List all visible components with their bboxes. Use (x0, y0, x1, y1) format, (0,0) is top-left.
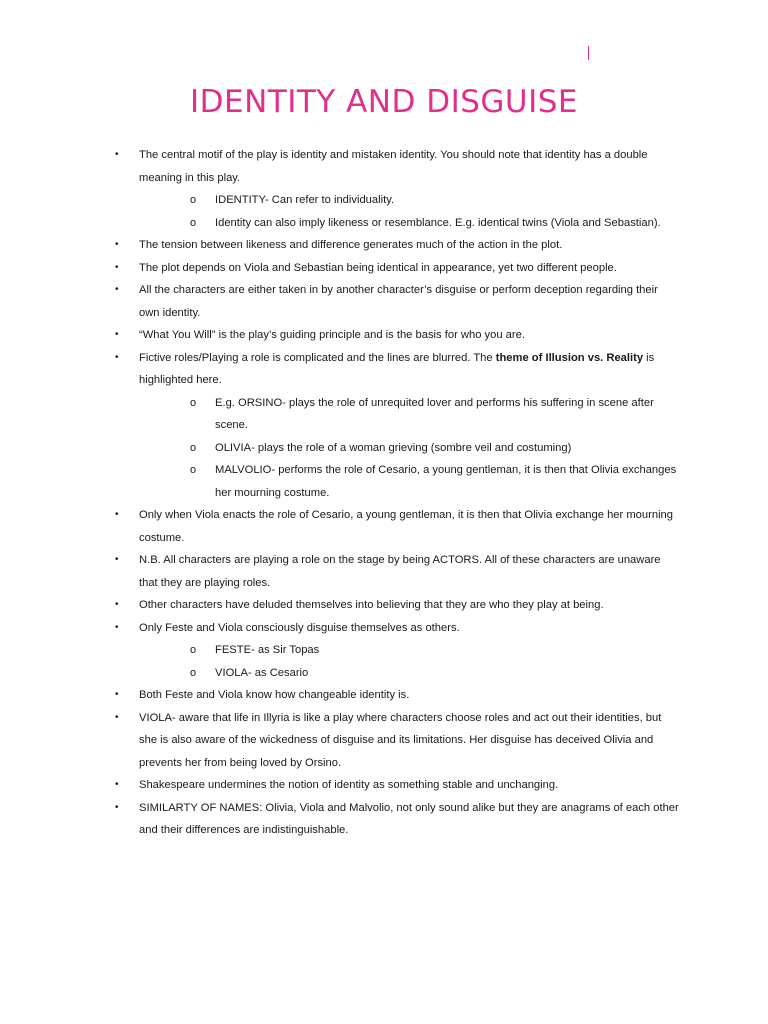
sub-list (139, 639, 680, 684)
sub-bullet-icon: o (190, 666, 197, 679)
sub-item-text: FESTE- as Sir Topas (215, 644, 320, 656)
bullet-icon: • (115, 351, 119, 363)
list-item (110, 347, 680, 505)
list-item-text: Only Feste and Viola consciously disguise themselves as others. (139, 621, 460, 634)
sub-list (139, 392, 680, 505)
page-title: IDENTITY AND DISGUISE (189, 84, 579, 120)
list-item-text: The central motif of the play is identity and mistaken identity. You should note that identity has a double meaning in this play. (139, 149, 648, 184)
sub-item-text: Identity can also imply likeness or resemblance. E.g. identical twins (Viola and Sebastian). (215, 216, 661, 229)
sub-list-item (139, 212, 680, 235)
list-item-text: N.B. All characters are playing a role on the stage by being ACTORS. All of these characters are unaware that they are playing roles. (139, 554, 661, 589)
list-item (110, 234, 680, 257)
bullet-icon: • (115, 554, 119, 565)
bullet-icon: • (115, 599, 119, 610)
bullet-icon: • (115, 239, 119, 250)
sub-list-item (139, 189, 680, 212)
sub-list-item (139, 662, 680, 685)
bullet-icon: • (115, 284, 119, 295)
sub-bullet-icon: o (190, 216, 197, 229)
document-body (110, 144, 680, 842)
sub-item-text: OLIVIA- plays the role of a woman grieving (sombre veil and costuming) (215, 441, 572, 454)
sub-list-item (139, 437, 680, 460)
sub-bullet-icon: o (190, 396, 197, 409)
sub-list (139, 189, 680, 234)
list-item (110, 594, 680, 617)
list-item-text: The tension between likeness and difference generates much of the action in the plot. (139, 239, 563, 251)
sub-list-item (139, 459, 680, 504)
sub-bullet-icon: o (190, 644, 197, 656)
bullet-icon: • (115, 711, 119, 723)
list-item (110, 257, 680, 280)
list-item (110, 324, 680, 347)
theme-highlight: theme of Illusion vs. Reality (495, 351, 644, 364)
sub-item-text: E.g. ORSINO- plays the role of unrequited lover and performs his suffering in scene after scene. (215, 396, 654, 431)
bullet-icon: • (115, 689, 119, 700)
sub-bullet-icon: o (190, 464, 197, 476)
list-item (110, 549, 680, 594)
list-item (110, 504, 680, 549)
bullet-icon: • (115, 621, 119, 633)
list-item-text: All the characters are either taken in by another character’s disguise or perform deception regarding their own identity. (139, 284, 658, 319)
list-item (110, 144, 680, 234)
list-item (110, 684, 680, 707)
sub-bullet-icon: o (190, 194, 197, 206)
sub-list-item (139, 392, 680, 437)
bullet-icon: • (115, 509, 119, 520)
sub-item-text: MALVOLIO- performs the role of Cesario, a young gentleman, it is then that Olivia exchanges her mourning costume. (215, 464, 677, 499)
sub-bullet-icon: o (190, 441, 197, 454)
text-cursor (588, 46, 589, 60)
list-item (110, 797, 680, 842)
bullet-icon: • (115, 261, 119, 273)
list-item-text: SIMILARTY OF NAMES: Olivia, Viola and Malvolio, not only sound alike but they are anagrams of each other and their differences are indistinguishable. (139, 801, 679, 836)
sub-item-text: IDENTITY- Can refer to individuality. (215, 194, 395, 206)
sub-item-text: VIOLA- as Cesario (215, 666, 309, 679)
list-item-text: The plot depends on Viola and Sebastian being identical in appearance, yet two different people. (139, 261, 617, 274)
list-item-text: Other characters have deluded themselves into believing that they are who they play at being. (139, 599, 604, 611)
bullet-icon: • (115, 149, 119, 160)
list-item-text: VIOLA- aware that life in Illyria is like a play where characters choose roles and act out their identities, but she is also aware of the wickedness of disguise and its limitations. Her disguise has deceived Olivia and prevents her from being loved by Orsino. (139, 711, 662, 769)
list-item (110, 279, 680, 324)
bullet-icon: • (115, 329, 119, 340)
bullet-list (110, 144, 680, 842)
bullet-icon: • (115, 801, 119, 813)
list-item-text: Only when Viola enacts the role of Cesario, a young gentleman, it is then that Olivia exchange her mourning costume. (139, 509, 673, 544)
list-item-text: Shakespeare undermines the notion of identity as something stable and unchanging. (139, 779, 559, 791)
list-item-text: “What You Will” is the play’s guiding principle and is the basis for who you are. (139, 329, 525, 341)
list-item (110, 707, 680, 775)
bullet-icon: • (115, 779, 119, 790)
list-item (110, 617, 680, 685)
list-item-text: Fictive roles/Playing a role is complicated and the lines are blurred. The (139, 351, 496, 364)
list-item-text: Both Feste and Viola know how changeable identity is. (139, 689, 410, 701)
sub-list-item (139, 639, 680, 662)
list-item (110, 774, 680, 797)
list-item-text-end: is highlighted here. (139, 351, 655, 386)
